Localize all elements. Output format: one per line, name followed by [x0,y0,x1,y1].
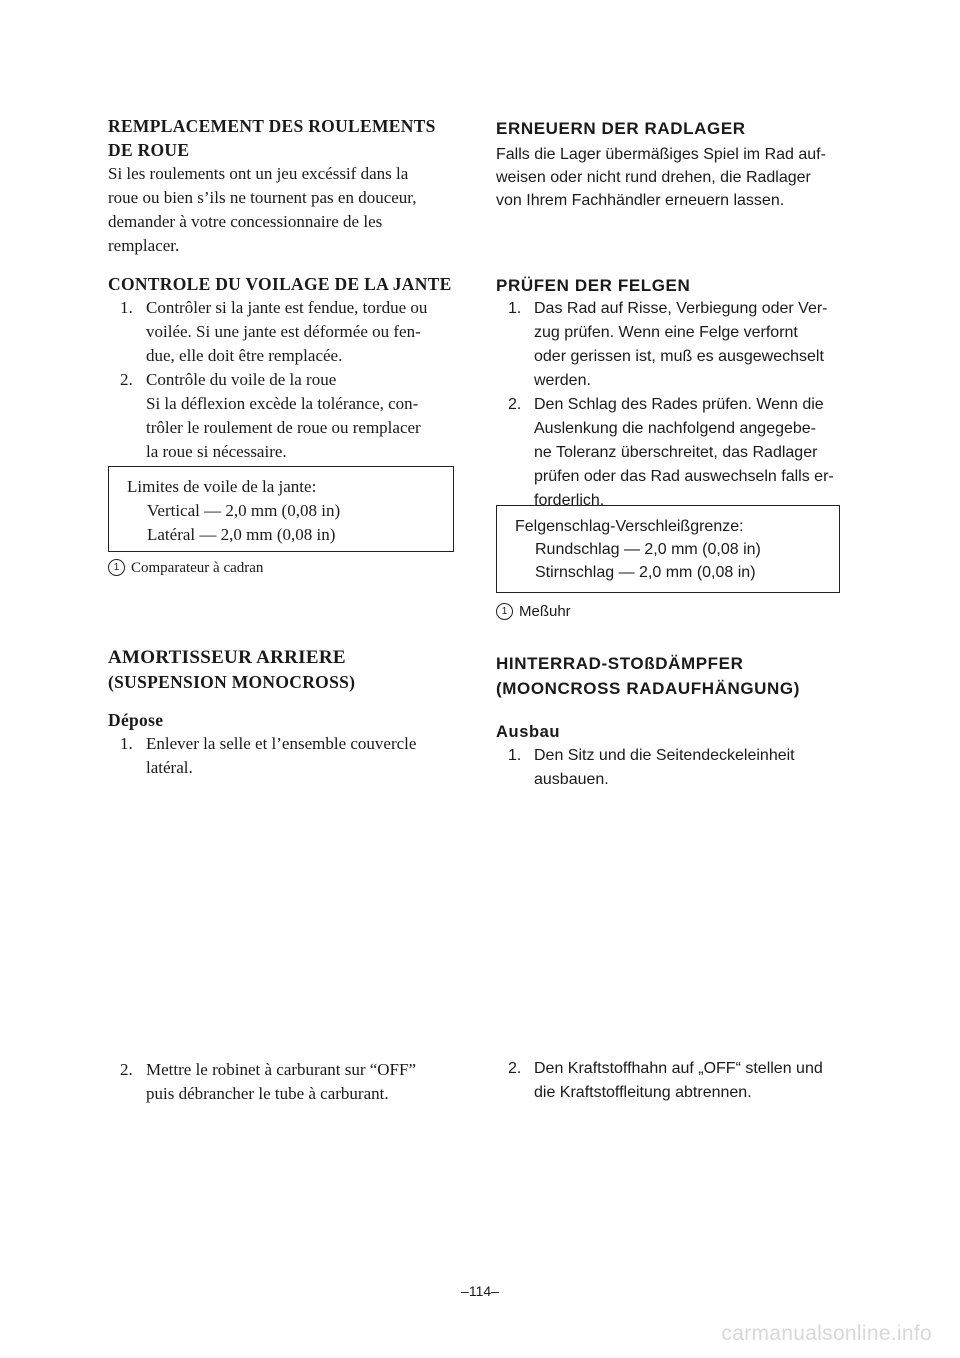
fr-wheel-bearing-section [108,114,458,258]
de-rim-check-section [496,274,856,513]
fr-rim-check-section [108,272,458,464]
callout-marker: 1 [108,559,125,576]
de-wheel-bearing-heading: ERNEUERN DER RADLAGER [496,119,746,138]
fr-rear-shock-section [108,646,458,780]
de-wheel-bearing-section [496,117,856,212]
fr-removal-step-1: 1. Enlever la selle et l’ensemble couvercle latéral. [120,734,417,777]
fr-removal-step-2: 2. Mettre le robinet à carburant sur “OFF” puis débrancher le tube à carburant. [120,1060,417,1103]
fr-rim-step-1: 1. Contrôler si la jante est fendue, tordue ou voilée. Si une jante est déformée ou fen- due, elle doit être remplacée. [120,298,428,365]
fr-rim-limits-title: Limites de voile de la jante: [127,477,317,496]
fr-rim-step-2: 2. Contrôle du voile de la roue Si la déflexion excède la tolérance, con- trôler le roulement de roue ou remplacer la roue si nécessaire. [120,370,421,461]
de-rim-limits-title: Felgenschlag-Verschleißgrenze: [515,518,744,535]
fr-removal-step-2-block [108,1058,458,1106]
de-rim-step-2: 2. Den Schlag des Rades prüfen. Wenn die Auslenkung die nachfolgend angegebe- ne Toleranz überschreitet, das Radlager prüfen oder das Rad auswechseln falls er- forderlich. [508,396,834,509]
de-rim-check-heading: PRÜFEN DER FELGEN [496,276,691,295]
de-removal-step-1: 1. Den Sitz und die Seitendeckeleinheit ausbauen. [508,747,795,788]
de-dial-gauge-caption: 1 Meßuhr [496,600,856,623]
fr-dial-gauge-caption: 1 Comparateur à cadran [108,556,458,580]
fr-wheel-bearing-heading: REMPLACEMENT DES ROULEMENTS DE ROUE [108,116,436,160]
fr-rear-shock-heading: AMORTISSEUR ARRIERE (SUSPENSION MONOCROSS) [108,647,356,692]
fr-removal-subheading: Dépose [108,710,164,730]
page-number: –114– [461,1283,499,1299]
de-rim-limits-box: Felgenschlag-Verschleißgrenze: Rundschlag — 2,0 mm (0,08 in) Stirnschlag — 2,0 mm (0,08 in) [496,505,840,593]
fr-wheel-bearing-text: Si les roulements ont un jeu excéssif dans la roue ou bien s’ils ne tournent pas en douceur, demander à votre concessionnaire de les remplacer. [108,164,417,255]
de-removal-subheading: Ausbau [496,723,561,741]
fr-rim-limits-box: Limites de voile de la jante: Vertical — 2,0 mm (0,08 in) Latéral — 2,0 mm (0,08 in) [108,466,454,552]
de-removal-step-2: 2. Den Kraftstoffhahn auf „OFF“ stellen und die Kraftstoffleitung abtrennen. [508,1060,823,1101]
watermark: carmanualsonline.info [721,1322,932,1345]
de-removal-step-2-block [496,1057,856,1105]
de-rear-shock-heading: HINTERRAD-STOßDÄMPFER (MOONCROSS RADAUFHÄNGUNG) [496,654,800,698]
de-wheel-bearing-text: Falls die Lager übermäßiges Spiel im Rad auf- weisen oder nicht rund drehen, die Radlager von Ihrem Fachhändler erneuern lassen. [496,146,826,209]
callout-marker: 1 [496,603,513,620]
de-rim-step-1: 1. Das Rad auf Risse, Verbiegung oder Ver- zug prüfen. Wenn eine Felge verfornt oder gerissen ist, muß es ausgewechselt werden. [508,300,828,389]
fr-rim-check-heading: CONTROLE DU VOILAGE DE LA JANTE [108,274,452,294]
de-rear-shock-section [496,651,856,792]
